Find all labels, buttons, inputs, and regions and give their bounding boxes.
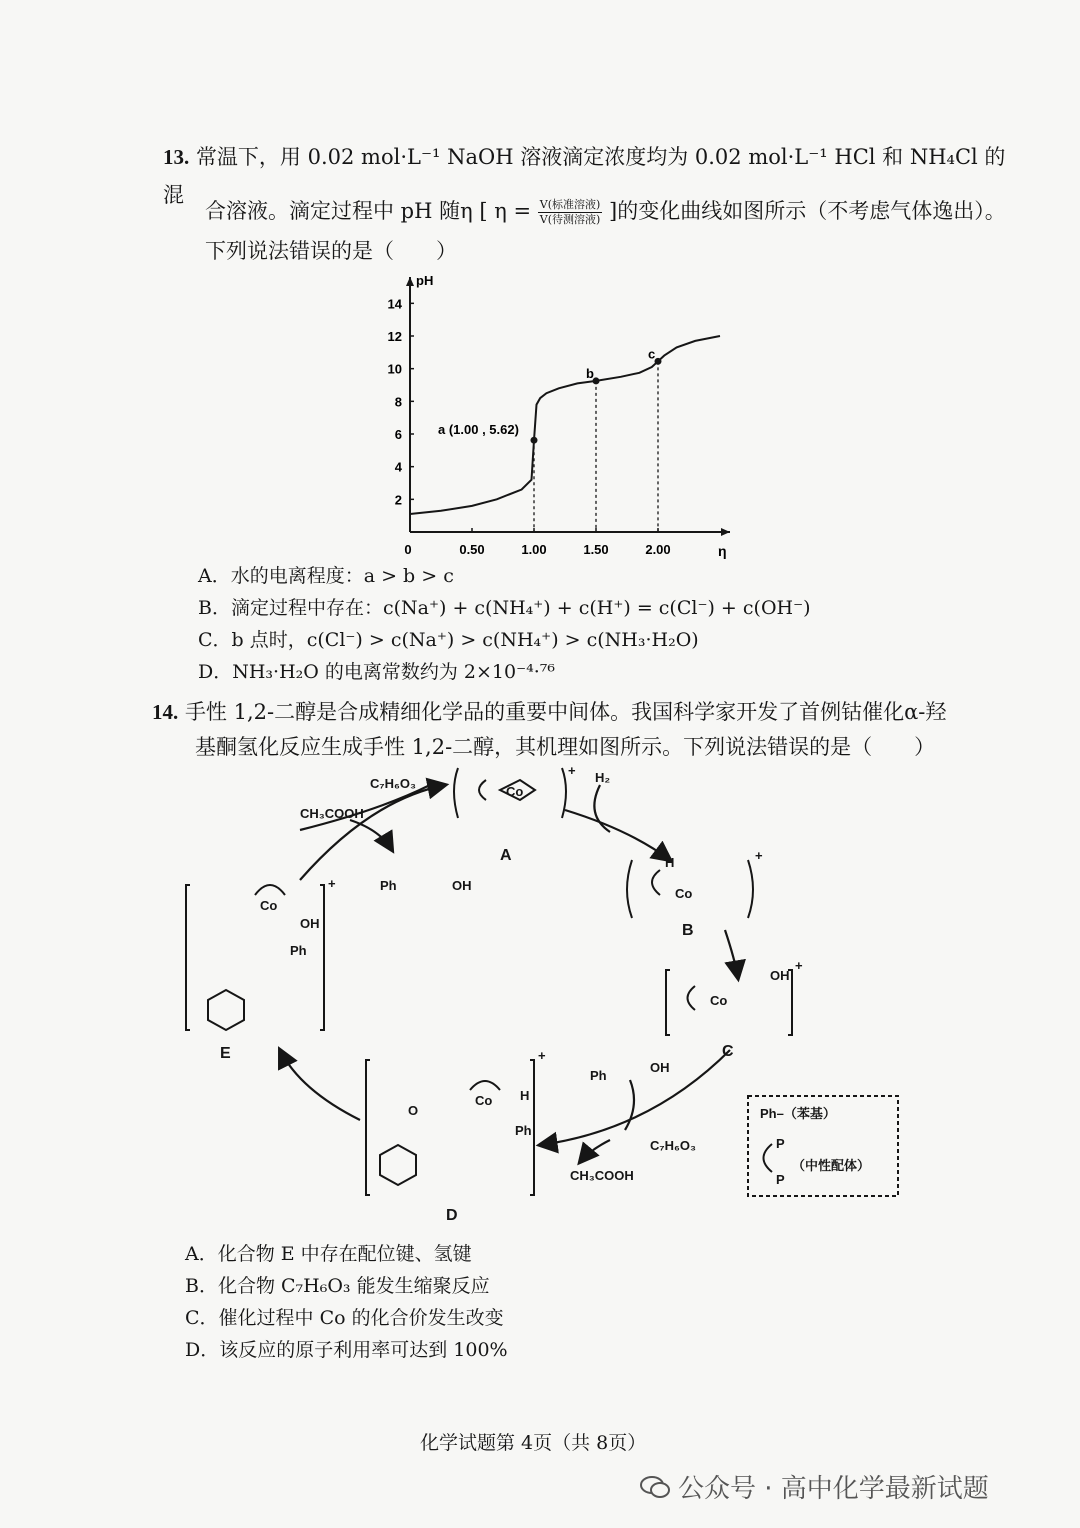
complex-a-bracket-left <box>454 768 458 818</box>
y-tick-label: 12 <box>387 329 402 344</box>
q13-stem-line2-post: ]的变化曲线如图所示（不考虑气体逸出）。 <box>609 199 1006 223</box>
x-axis-arrowhead <box>721 528 730 536</box>
ligand-arc-a <box>479 780 486 800</box>
x-tick-label: 2.00 <box>645 542 671 557</box>
q14-line1 <box>152 693 1032 731</box>
ligand-arc-d <box>470 1081 500 1090</box>
label-h-d: H <box>520 1088 530 1103</box>
plus-c: + <box>795 958 803 973</box>
complex-e-bracket-left <box>186 885 190 1030</box>
label-oh-diol: OH <box>452 878 472 893</box>
label-o-d: O <box>408 1103 419 1118</box>
q14-line2: 基酮氢化反应生成手性 1,2-二醇，其机理如图所示。下列说法错误的是（ ） <box>195 735 936 759</box>
complex-b-bracket-left <box>627 860 632 918</box>
arrow-b-to-c <box>725 930 738 978</box>
arrow-e-to-a <box>300 785 445 880</box>
q13-stem-line2-pre: 合溶液。滴定过程中 pH 随η [ η = <box>205 199 532 223</box>
label-oh-c: OH <box>770 968 790 983</box>
label-ph-d: Ph <box>515 1123 532 1138</box>
ligand-arc-b <box>652 870 660 895</box>
eta-fraction <box>538 198 603 227</box>
complex-b-bracket-right <box>748 860 753 918</box>
y-tick-label: 8 <box>394 394 402 410</box>
y-tick-label: 4 <box>394 459 402 475</box>
label-co-d: Co <box>475 1093 493 1108</box>
eta-numerator: V(标准溶液) <box>539 198 601 211</box>
label-ch3cooh-bottom: CH₃COOH <box>570 1168 634 1183</box>
complex-e-bracket-right <box>320 885 324 1030</box>
benzene-ring-e <box>208 990 244 1030</box>
q13-line2 <box>205 192 1025 230</box>
label-co-e: Co <box>260 898 278 913</box>
data-point <box>531 437 538 444</box>
arrow-d-to-e <box>280 1050 360 1120</box>
x-tick-label: 0.50 <box>459 542 485 557</box>
label-complex-d: D <box>446 1207 458 1224</box>
q14-option-c[interactable]: C．催化过程中 Co 的化合价发生改变 <box>185 1307 504 1329</box>
x-axis-label: η <box>718 543 727 559</box>
y-tick-label: 10 <box>387 361 402 377</box>
page-footer: 化学试题第 4页（共 8页） <box>420 1432 647 1454</box>
data-point <box>655 358 662 365</box>
y-axis-arrowhead <box>406 277 414 286</box>
point-label: c <box>648 346 656 362</box>
legend-ligand-arc <box>764 1144 773 1172</box>
x-tick-label: 1.50 <box>583 542 609 557</box>
label-complex-e: E <box>220 1045 231 1062</box>
point-label: a (1.00 , 5.62) <box>438 422 519 438</box>
q14-options <box>185 1238 985 1366</box>
plus-d: + <box>538 1048 546 1063</box>
q14-number: 14. <box>152 700 179 724</box>
label-c7h6o3-right: C₇H₆O₃ <box>650 1138 697 1153</box>
watermark <box>640 1468 989 1505</box>
q14-option-d[interactable]: D．该反应的原子利用率可达到 100% <box>185 1339 508 1361</box>
label-complex-a: A <box>500 847 512 864</box>
watermark-text: 公众号 · 高中化学最新试题 <box>678 1474 989 1504</box>
x-tick-label: 0 <box>404 542 412 557</box>
label-complex-c: C <box>722 1043 734 1060</box>
label-c7h6o3-top: C₇H₆O₃ <box>370 776 417 791</box>
label-ph-diol: Ph <box>380 878 397 893</box>
arrow-side-ketone-in <box>625 1080 634 1130</box>
complex-c-bracket-left <box>666 970 670 1035</box>
label-ph-ketone: Ph <box>590 1068 607 1083</box>
label-co-b: Co <box>675 886 693 901</box>
point-label: b <box>586 365 594 381</box>
x-tick-label: 1.00 <box>521 542 547 557</box>
q14-option-a[interactable]: A．化合物 E 中存在配位键、氢键 <box>185 1243 472 1265</box>
plus-b: + <box>755 848 763 863</box>
q13-option-c[interactable]: C．b 点时，c(Cl⁻) > c(Na⁺) > c(NH₄⁺) > c(NH₃·H₂O) <box>198 629 699 651</box>
arrow-side-ch3cooh-out <box>580 1140 610 1162</box>
plus-a: + <box>568 763 576 778</box>
legend-ph-text: Ph–（苯基） <box>760 1106 836 1121</box>
y-tick-label: 6 <box>394 427 402 442</box>
q13-number: 13. <box>163 145 190 169</box>
plus-e: + <box>328 876 336 891</box>
q13-option-b[interactable]: B．滴定过程中存在：c(Na⁺) + c(NH₄⁺) + c(H⁺) = c(Cl⁻) + c(OH⁻) <box>198 597 811 619</box>
ligand-arc-c <box>688 986 696 1010</box>
legend-p-lower: P <box>776 1172 785 1187</box>
benzene-ring-d <box>380 1145 416 1185</box>
y-tick-label: 14 <box>387 296 402 312</box>
q13-line3: 下列说法错误的是（ ） <box>205 239 457 263</box>
q14-option-b[interactable]: B．化合物 C₇H₆O₃ 能发生缩聚反应 <box>185 1275 490 1297</box>
q13-options <box>198 560 998 688</box>
label-h-b: H <box>665 855 675 870</box>
ligand-arc-e <box>255 885 285 895</box>
q13-stem-line1: 常温下，用 0.02 mol·L⁻¹ NaOH 溶液滴定浓度均为 0.02 mol·L⁻¹ HCl 和 NH₄Cl 的混 <box>163 145 1006 207</box>
y-tick-label: 2 <box>394 492 402 508</box>
q14-stem-line1: 手性 1,2-二醇是合成精细化学品的重要中间体。我国科学家开发了首例钴催化α-羟 <box>184 700 947 724</box>
legend-p-upper: P <box>776 1136 785 1151</box>
label-ph-e: Ph <box>290 943 307 958</box>
mechanism-diagram <box>170 760 910 1230</box>
label-complex-b: B <box>682 922 694 939</box>
arrow-a-to-b <box>565 810 670 860</box>
label-h2: H₂ <box>595 770 611 785</box>
label-co-c: Co <box>710 993 728 1008</box>
label-oh-ketone: OH <box>650 1060 670 1075</box>
complex-d-bracket-left <box>366 1060 370 1195</box>
label-co-a: Co <box>506 784 524 799</box>
q13-option-d[interactable]: D．NH₃·H₂O 的电离常数约为 2×10⁻⁴·⁷⁶ <box>198 661 556 683</box>
wechat-icon <box>640 1475 670 1499</box>
arrow-side-diol-out <box>350 820 392 850</box>
y-axis-label: pH <box>416 273 434 288</box>
eta-denominator: V(待测溶液) <box>539 213 601 226</box>
ph-titration-chart <box>380 270 740 570</box>
q13-option-a[interactable]: A．水的电离程度：a > b > c <box>198 565 454 587</box>
legend-ligand-text: （中性配体） <box>792 1158 871 1173</box>
label-ch3cooh-top: CH₃COOH <box>300 806 364 821</box>
label-oh-e: OH <box>300 916 320 931</box>
